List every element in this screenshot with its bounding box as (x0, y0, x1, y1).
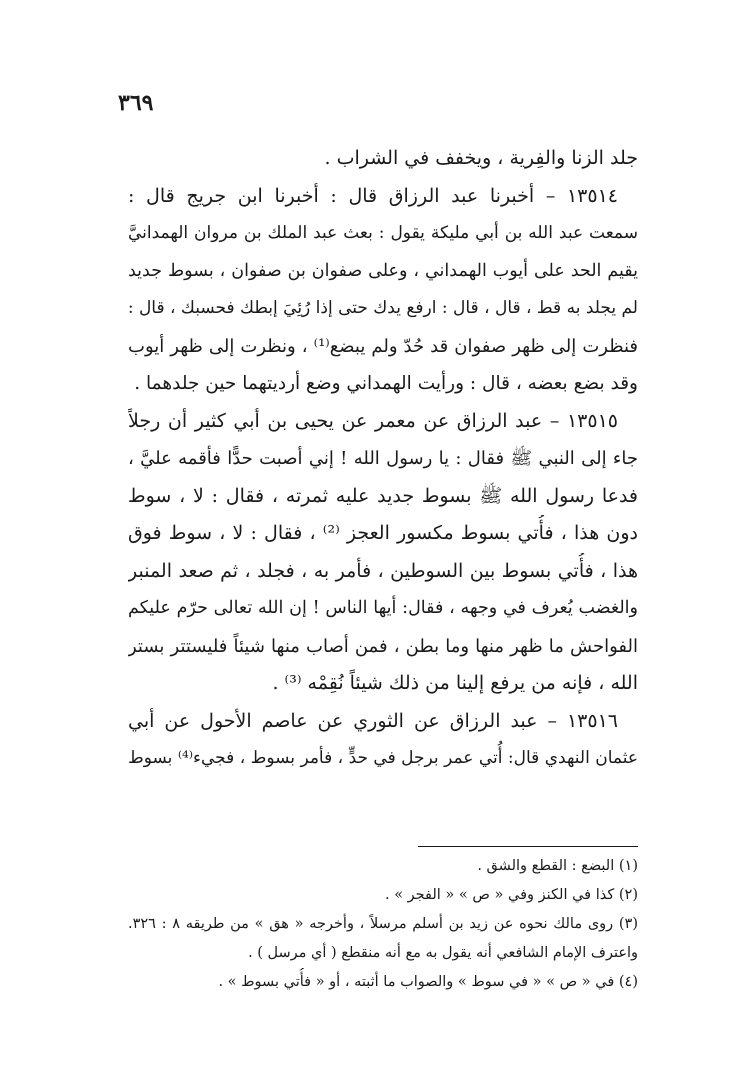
text-line: جلد الزنا والفِرية ، ويخفف في الشراب . (324, 147, 638, 169)
text-line: يقيم الحد على أيوب الهمداني ، وعلى صفوان بن صفوان ، بسوط جديد (128, 260, 638, 281)
footnote-1: (١) البضع : القطع والشق . (477, 858, 638, 874)
hadith-13515-start: ١٣٥١٥ – عبد الرزاق عن معمر عن يحيى بن أبي كثير أن رجلاً (128, 409, 618, 432)
text-line: دون هذا ، فأُتي بسوط مكسور العجز ⁽²⁾ ، فقال : لا ، سوط فوق (128, 522, 638, 544)
hadith-13516-start: ١٣٥١٦ – عبد الرزاق عن الثوري عن عاصم الأحول عن أبي (128, 709, 618, 732)
text-line: جاء إلى النبي ﷺ فقال : يا رسول الله ! إني أصبت حدًّا فأقمه عليَّ ، (128, 448, 638, 469)
text-line: لم يجلد به قط ، قال ، قال : ارفع يدك حتى إذا رُئِيَ إبطك فحسبك ، قال : (128, 298, 638, 318)
footnote-2: (٢) كذا في الكنز وفي « ص » « الفجر » . (384, 887, 638, 903)
hadith-13514-start: ١٣٥١٤ – أخبرنا عبد الرزاق قال : أخبرنا ابن جريج قال : (128, 184, 618, 207)
footnote-3-continued: واعترف الإمام الشافعي أنه يقول به مع أنه منقطع ( أي مرسل ) . (248, 945, 638, 961)
text-line: الله ، فإنه من يرفع إلينا من ذلك شيئاً نُقِمْه ⁽³⁾ . (272, 672, 638, 694)
text-line: والغضب يُعرف في وجهه ، فقال: أيها الناس ! إن الله تعالى حرّم عليكم (128, 598, 638, 618)
page-number: ٣٦٩ (118, 90, 154, 116)
text-line: سمعت عبد الله بن أبي مليكة يقول : بعث عبد الملك بن مروان الهمدانيَّ (128, 223, 638, 243)
footnote-divider (418, 846, 638, 847)
footnote-3: (٣) روى مالك نحوه عن زيد بن أسلم مرسلاً ، وأخرجه « هق » من طريقه ٨ : ٣٢٦. (128, 916, 638, 932)
main-text (128, 140, 638, 778)
text-line: وقد بضع بعضه ، قال : ورأيت الهمداني وضع أرديتهما حين جلدهما . (134, 373, 638, 394)
text-line: فدعا رسول الله ﷺ بسوط جديد عليه ثمرته ، فقال : لا ، سوط (128, 484, 638, 507)
text-line: الفواحش ما ظهر منها وما بطن ، فمن أصاب منها شيئاً فليستتر بستر (128, 635, 638, 657)
text-line: عثمان النهدي قال: أُتي عمر برجل في حدٍّ ، فأمر بسوط ، فجيء⁽⁴⁾ بسوط (128, 748, 638, 768)
text-line: هذا ، فأُتي بسوط بين السوطين ، فأمر به ، فجلد ، ثم صعد المنبر (128, 559, 638, 582)
text-line: فنظرت إلى ظهر صفوان قد حُدّ ولم يبضع⁽¹⁾ ، ونظرت إلى ظهر أيوب (128, 335, 638, 357)
footnote-4: (٤) في « ص » « في سوط » والصواب ما أثبته ، أو « فأُتي بسوط » . (218, 974, 638, 990)
